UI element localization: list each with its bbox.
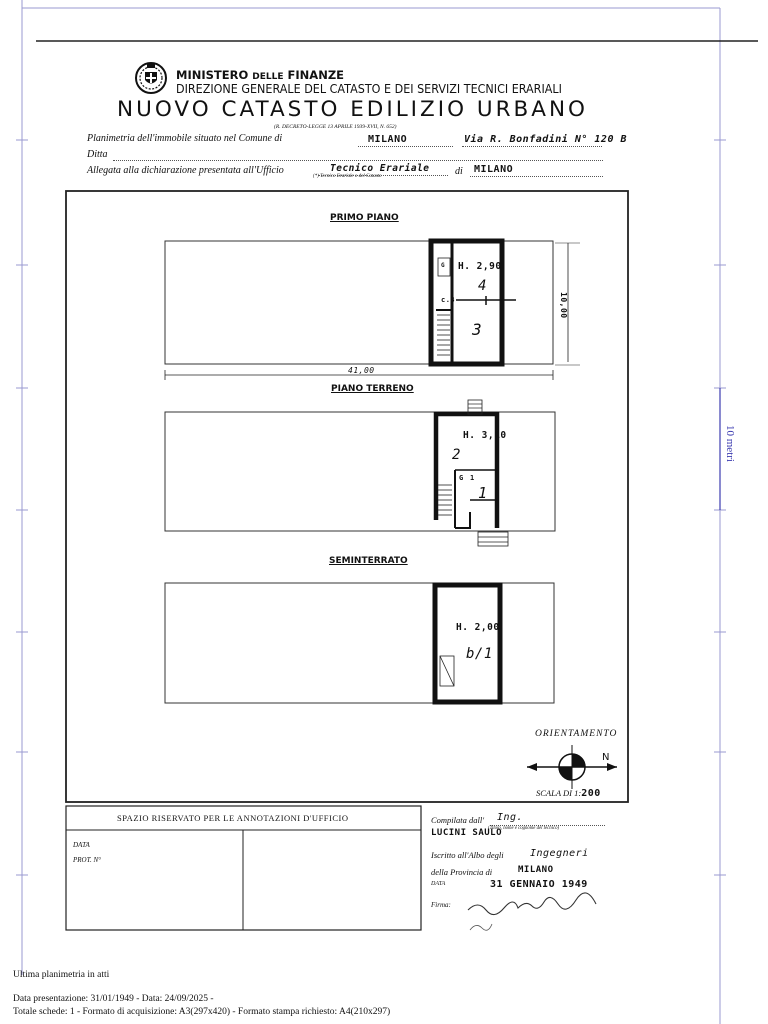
height-primo: H. 2,90 bbox=[458, 261, 502, 272]
floor-title-seminterrato: SEMINTERRATO bbox=[329, 556, 408, 566]
provincia-label: della Provincia di bbox=[431, 867, 493, 877]
iscritto-label: Iscritto all'Albo degli bbox=[431, 850, 504, 860]
provincia-value: MILANO bbox=[518, 865, 554, 875]
iscritto-value: Ingegneri bbox=[530, 848, 589, 859]
side-scale-label: 10 metri bbox=[724, 425, 736, 462]
signature-scribble bbox=[468, 893, 596, 915]
di-label: di bbox=[455, 166, 463, 177]
dimension-width: 41,00 bbox=[348, 366, 375, 375]
room-c3: c.3 bbox=[441, 296, 456, 304]
compilata-label: Compilata dall' bbox=[431, 815, 485, 825]
room-b1: b/1 bbox=[466, 646, 493, 662]
footer-line-2: Data presentazione: 31/01/1949 - Data: 24/09/2025 - bbox=[13, 994, 214, 1004]
office-data-label: DATA bbox=[73, 841, 90, 849]
ufficio-value: Tecnico Erariale bbox=[330, 163, 430, 174]
engineer-name-note: (Titolo, nome e cognome del tecnico) bbox=[488, 826, 560, 831]
plan-frame bbox=[66, 191, 628, 802]
page-title: NUOVO CATASTO EDILIZIO URBANO bbox=[117, 97, 588, 122]
office-box-title: SPAZIO RISERVATO PER LE ANNOTAZIONI D'UFFICIO bbox=[117, 813, 349, 823]
compiled-data-label: DATA bbox=[431, 881, 446, 887]
directorate-line: DIREZIONE GENERALE DEL CATASTO E DEI SERVIZI TECNICI ERARIALI bbox=[176, 82, 562, 96]
ufficio-footnote: (*) Tecnico Erariale o del Catasto bbox=[313, 174, 382, 179]
planimetria-label: Planimetria dell'immobile situato nel Comune di bbox=[87, 133, 283, 144]
dimension-depth: 10,00 bbox=[559, 292, 568, 319]
floor-primo-piano bbox=[165, 241, 580, 380]
room-sub-1: 1 bbox=[470, 474, 475, 482]
floor-piano-terreno bbox=[165, 400, 555, 546]
footer-line-3: Totale schede: 1 - Formato di acquisizione: A3(297x420) - Formato stampa richiesto: A4(210x297) bbox=[13, 1007, 391, 1017]
via-value: Via R. Bonfadini N° 120 B bbox=[464, 134, 628, 145]
footer-line-1: Ultima planimetria in atti bbox=[13, 970, 110, 980]
room-3: 3 bbox=[472, 320, 483, 339]
room-4: 4 bbox=[478, 278, 487, 294]
ministry-line: MINISTERO DELLE FINANZE bbox=[176, 68, 345, 82]
height-terreno: H. 3,10 bbox=[463, 430, 507, 441]
engineer-name: LUCINI SAULO bbox=[431, 828, 503, 838]
law-reference: (R. DECRETO-LEGGE 13 APRILE 1939-XVII, N. 652) bbox=[274, 124, 397, 130]
di-value: MILANO bbox=[474, 164, 514, 175]
firma-label: Firma: bbox=[431, 901, 451, 909]
office-prot-label: PROT. N° bbox=[73, 856, 101, 864]
height-seminterrato: H. 2,00 bbox=[456, 622, 500, 633]
allegata-label: Allegata alla dichiarazione presentata all'Ufficio bbox=[87, 165, 284, 176]
scale-label: SCALA DI 1:200 bbox=[536, 788, 601, 799]
comune-value: MILANO bbox=[368, 134, 408, 145]
floor-title-primo: PRIMO PIANO bbox=[330, 213, 399, 223]
room-1: 1 bbox=[478, 484, 488, 502]
ditta-label: Ditta bbox=[87, 149, 108, 160]
floor-title-terreno: PIANO TERRENO bbox=[331, 384, 414, 394]
room-2: 2 bbox=[452, 447, 461, 463]
north-label: N bbox=[602, 752, 610, 763]
compilata-value: Ing. bbox=[497, 812, 524, 823]
compiled-data-value: 31 GENNAIO 1949 bbox=[490, 879, 588, 890]
floor-seminterrato bbox=[165, 583, 554, 703]
room-g-terreno: G bbox=[459, 474, 464, 482]
orientation-label: ORIENTAMENTO bbox=[535, 729, 618, 739]
room-g-primo: G bbox=[441, 262, 446, 269]
